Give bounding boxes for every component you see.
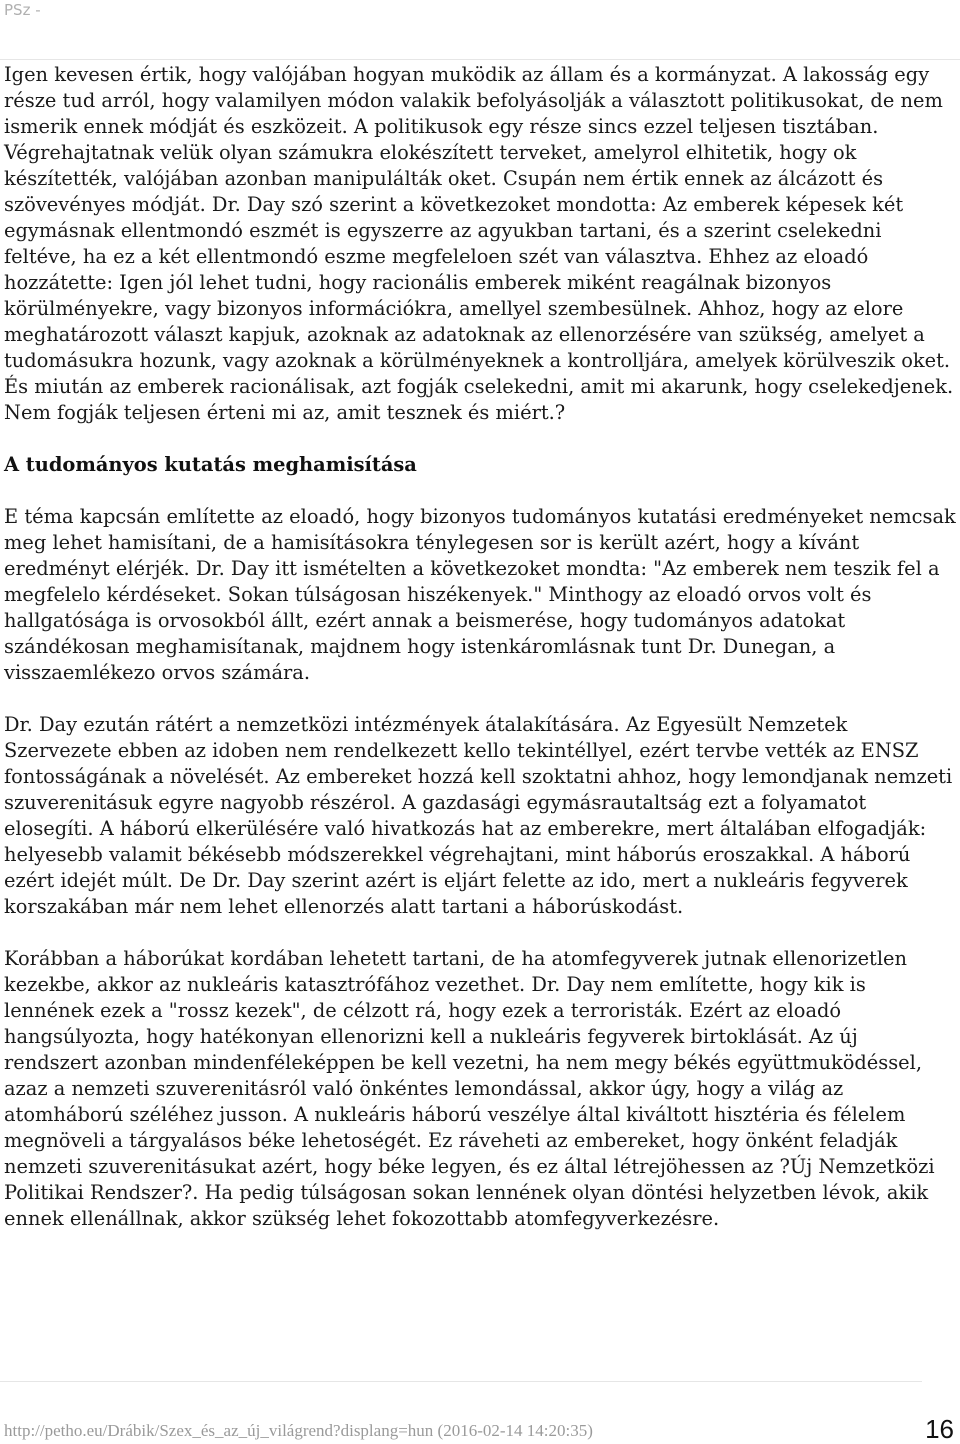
footer-source-url: http://petho.eu/Drábik/Szex_és_az_új_világrend?displang=hun (2016-02-14 14:20:35)	[4, 1421, 593, 1440]
header-divider	[0, 59, 960, 60]
page-number: 16	[925, 1414, 954, 1444]
article-paragraph: Igen kevesen értik, hogy valójában hogyan muködik az állam és a kormányzat. A lakosság egy része tud arról, hogy valamilyen módon valakik befolyásolják a választott politikusokat, de nem ismerik ennek módját és eszközeit. A politikusok egy része sincs ezzel teljesen tisztában. Végrehajtatnak velük olyan számukra elokészített terveket, amelyrol elhitetik, hogy ok készítették, valójában azonban manipulálták oket. Csupán nem értik ennek az álcázott és szövevényes módját. Dr. Day szó szerint a következoket mondotta: Az emberek képesek két egymásnak ellentmondó eszmét is egyszerre az agyukban tartani, és a szerint cselekedni feltéve, ha ez a két ellentmondó eszme megfeleloen szét van választva. Ehhez az eloadó hozzátette: Igen jól lehet tudni, hogy racionális emberek miként reagálnak bizonyos körülményekre, vagy bizonyos információkra, amellyel szembesülnek. Ahhoz, hogy az elore meghatározott választ kapjuk, azoknak az adatoknak az ellenorzésére van szükség, amelyet a tudomásukra hozunk, vagy azoknak a körülményeknek a kontrolljára, amelyek körülveszik oket. És miután az emberek racionálisak, azt fogják cselekedni, amit mi akarunk, hogy cselekedjenek. Nem fogják teljesen érteni mi az, amit tesznek és miért.?	[4, 63, 954, 424]
section-heading: A tudományos kutatás meghamisítása	[4, 453, 417, 476]
article-paragraph: Dr. Day ezután rátért a nemzetközi intézmények átalakítására. Az Egyesült Nemzetek Szervezete ebben az idoben nem rendelkezett kello tekintéllyel, ezért tervbe vették az ENSZ fontosságának a növelését. Az embereket hozzá kell szoktatni ahhoz, hogy lemondjanak nemzeti szuverenitásuk egyre nagyobb részérol. A gazdasági egymásrautaltság ezt a folyamatot elosegíti. A háború elkerülésére való hivatkozás hat az emberekre, mert általában elfogadják: helyesebb valamit békésebb módszerekkel végrehajtani, mint háborús eroszakkal. A háború ezért idejét múlt. De Dr. Day szerint azért is eljárt felette az ido, mert a nukleáris fegyverek korszakában már nem lehet ellenorzés alatt tartani a háborúskodást.	[4, 713, 953, 918]
page-header-title: PSz -	[4, 1, 41, 19]
article-paragraph: E téma kapcsán említette az eloadó, hogy bizonyos tudományos kutatási eredményeket nemcsak meg lehet hamisítani, de a hamisításokra ténylegesen sor is került azért, hogy a kívánt eredményt elérjék. Dr. Day itt ismételten a következoket mondta: "Az emberek nem teszik fel a megfelelo kérdéseket. Sokan túlságosan hiszékenyek." Minthogy az eloadó orvos volt és hallgatósága is orvosokból állt, ezért annak a beismerése, hogy tudományos adatokat szándékosan meghamisítanak, majdnem hogy istenkáromlásnak tunt Dr. Dunegan, a visszaemlékezo orvos számára.	[4, 505, 956, 684]
footer-divider	[0, 1381, 922, 1382]
article-paragraph: Korábban a háborúkat kordában lehetett tartani, de ha atomfegyverek jutnak ellenorizetlen kezekbe, akkor az nukleáris katasztrófához vezethet. Dr. Day nem említette, hogy kik is lennének ezek a "rossz kezek", de célzott rá, hogy ezek a terroristák. Ezért az eloadó hangsúlyozta, hogy hatékonyan ellenorizni kell a nukleáris fegyverek birtoklását. Az új rendszert azonban mindenféleképpen be kell vezetni, ha nem megy békés együttmuködéssel, azaz a nemzeti szuverenitásról való önkéntes lemondással, akkor úgy, hogy a világ az atomháború széléhez jusson. A nukleáris háború veszélye által kiváltott hisztéria és félelem megnöveli a tárgyalásos béke lehetoségét. Ez ráveheti az embereket, hogy önként feladják nemzeti szuverenitásukat azért, hogy béke legyen, és ez által létrejöhessen az ?Új Nemzetközi Politikai Rendszer?. Ha pedig túlságosan sokan lennének olyan döntési helyzetben lévok, akik ennek ellenállnak, akkor szükség lehet fokozottabb atomfegyverkezésre.	[4, 947, 935, 1230]
article-body	[4, 62, 956, 1258]
